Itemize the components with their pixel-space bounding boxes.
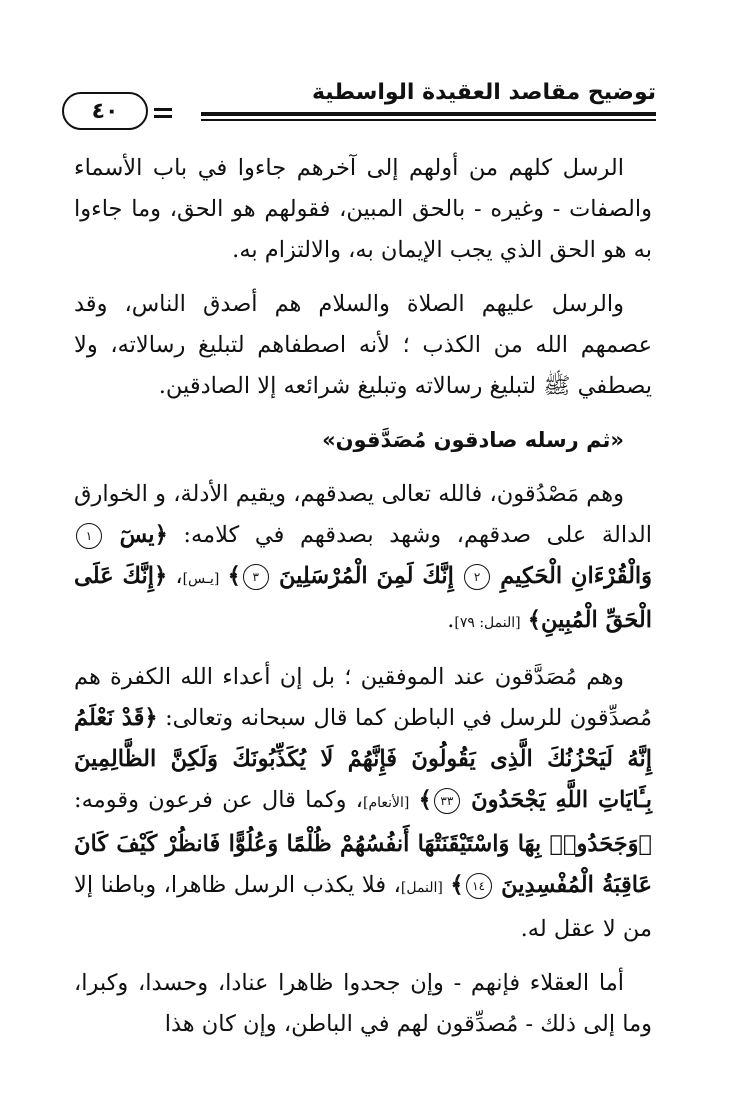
page-number [62, 92, 148, 130]
page-body [74, 148, 652, 1058]
paragraph-5: أما العقلاء فإنهم - وإن جحدوا ظاهرا عنادا، وحسدا، وكبرا، وما إلى ذلك - مُصدِّقون لهم في الباطن، وإن كان هذا [74, 970, 652, 1037]
paragraph-1: الرسل كلهم من أولهم إلى آخرهم جاءوا في باب الأسماء والصفات - وغيره - بالحق المبين، فقولهم هو الحق، وما جاءوا به هو الحق الذي يجب الإيمان به، والالتزام به. [74, 155, 652, 263]
surah-reference: [النمل] [400, 880, 443, 896]
paragraph-3-text: وهم مَصْدُقون، فالله تعالى يصدقهم، ويقيم الأدلة، و الخوارق الدالة على صدقهم، وشهد بصدقهم في كلامه: [74, 481, 652, 548]
book-title: توضيح مقاصد العقيدة الواسطية [311, 80, 656, 105]
page-number-text: ٤٠ [91, 98, 119, 124]
quran-verse: ﴿وَجَحَدُوا۟ بِهَا وَاسْتَيْقَنَتْهَا أَنفُسُهُمْ ظُلْمًا وَعُلُوًّا فَانظُرْ كَيْفَ كَانَ عَاقِبَةُ الْمُفْسِدِينَ [74, 831, 652, 898]
header-rule-thick [201, 112, 656, 116]
page-number-dash [154, 115, 172, 118]
ayah-number-marker: ٢ [464, 564, 490, 590]
paragraph-3: وهم مَصْدُقون، فالله تعالى يصدقهم، ويقيم الأدلة، و الخوارق الدالة على صدقهم، وشهد بصدقهم في كلامه: ﴿يسٓ ١ وَالْقُرْءَانِ الْحَكِيمِ ٢ إِنَّكَ لَمِنَ الْمُرْسَلِينَ ٣﴾ [يـس]، ﴿إِنَّكَ عَلَى الْحَقِّ الْمُبِينِ﴾ [النمل: ٧٩]. [74, 481, 653, 633]
close-bracket: ﴾ [450, 872, 464, 898]
paragraph-4-text: ، فلا يكذب الرسل ظاهرا، وباطنا إلا من لا عقل له. [74, 872, 652, 942]
close-bracket: ﴾ [227, 563, 241, 589]
paragraph-2: والرسل عليهم الصلاة والسلام هم أصدق الناس، وقد عصمهم الله من الكذب ؛ لأنه اصطفاهم لتبليغ رسالاته، ولا يصطفي ﷺ لتبليغ رسالاته وتبليغ شرائعه إلا الصادقين. [74, 291, 652, 399]
paragraph-4-text: ، وكما قال عن فرعون وقومه: [74, 787, 364, 813]
quran-verse: ﴿يسٓ [119, 522, 168, 548]
close-bracket: ﴾ [418, 787, 432, 813]
quran-verse: ﴿قَدْ نَعْلَمُ إِنَّهُ لَيَحْزُنُكَ الَّذِى يَقُولُونَ فَإِنَّهُمْ لَا يُكَذِّبُونَكَ وَلَكِنَّ الظَّالِمِينَ بِـَٔايَاتِ اللَّهِ يَجْحَدُونَ [74, 705, 653, 813]
page-header [62, 70, 656, 130]
ayah-number-marker: ١٤ [466, 873, 492, 899]
quran-verse: ﴿إِنَّكَ عَلَى الْحَقِّ الْمُبِينِ﴾ [74, 563, 652, 633]
ayah-number-marker: ٣٣ [434, 788, 460, 814]
page-number-dash [154, 108, 172, 111]
surah-reference: [الأنعام] [363, 795, 410, 811]
header-rule-thin [201, 119, 656, 121]
ayah-number-marker: ١ [76, 523, 102, 549]
surah-reference: [النمل: ٧٩] [454, 615, 521, 631]
ayah-number-marker: ٣ [243, 564, 269, 590]
quran-verse: إِنَّكَ لَمِنَ الْمُرْسَلِينَ [278, 563, 454, 589]
quran-verse: وَالْقُرْءَانِ الْحَكِيمِ [500, 563, 653, 589]
paragraph-4-text: وهم مُصَدَّقون عند الموفقين ؛ بل إن أعداء الله الكفرة هم مُصدِّقون للرسل في الباطن كما قال سبحانه وتعالى: [74, 664, 652, 731]
paragraph-4 [74, 657, 652, 950]
section-heading: «ثم رسله صادقون مُصَدَّقون» [322, 428, 624, 452]
surah-reference: [يـس] [182, 571, 220, 587]
